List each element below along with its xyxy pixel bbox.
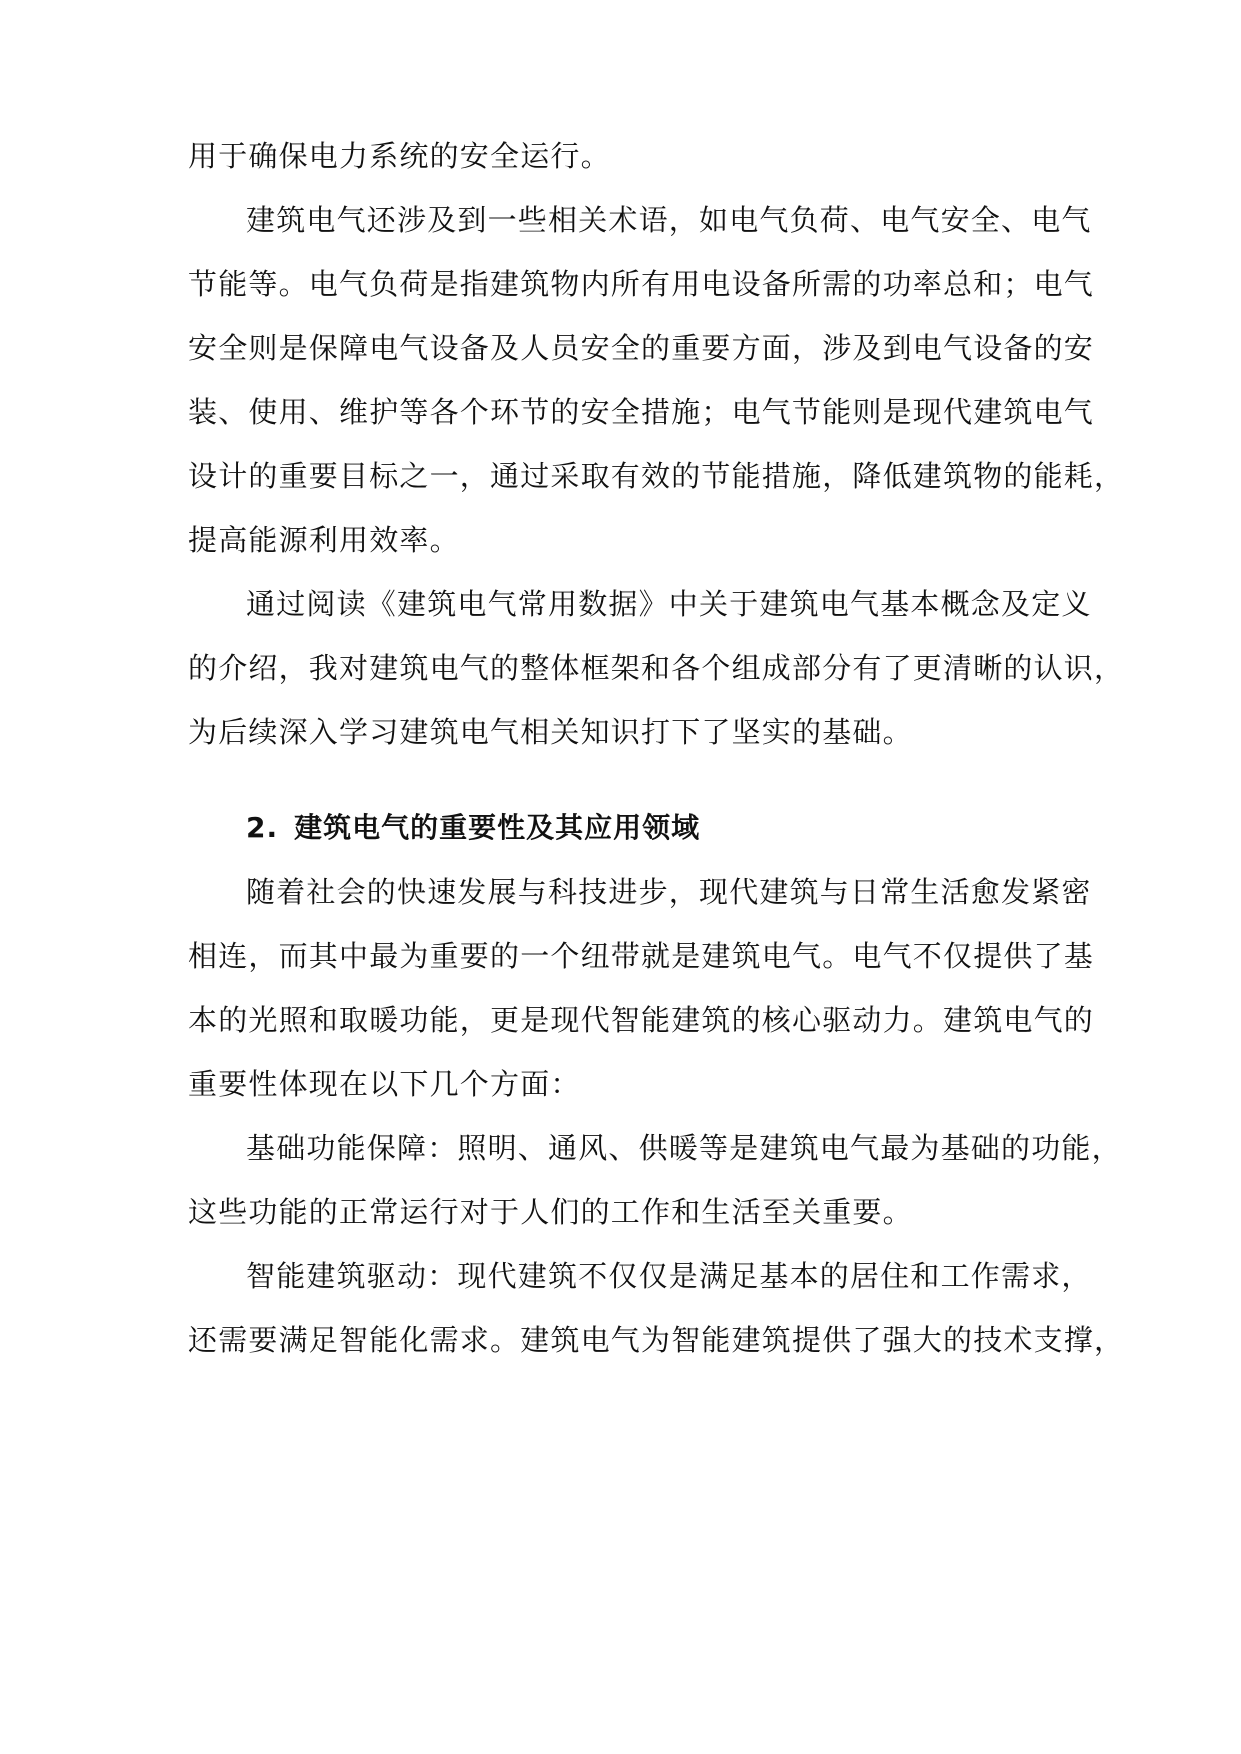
paragraph-line: 这些功能的正常运行对于人们的工作和生活至关重要。 [188,1195,913,1229]
paragraph-line: 装、使用、维护等各个环节的安全措施；电气节能则是现代建筑电气 [188,395,1095,429]
paragraph-line: 的介绍，我对建筑电气的整体框架和各个组成部分有了更清晰的认识， [188,651,1125,685]
section-title: 建筑电气的重要性及其应用领域 [294,811,701,844]
paragraph-line: 重要性体现在以下几个方面： [188,1067,581,1101]
paragraph-line: 随着社会的快速发展与科技进步，现代建筑与日常生活愈发紧密 [246,875,1092,909]
section-heading [246,808,700,848]
paragraph-line: 安全则是保障电气设备及人员安全的重要方面，涉及到电气设备的安 [188,331,1095,365]
paragraph-line: 本的光照和取暖功能，更是现代智能建筑的核心驱动力。建筑电气的 [188,1003,1095,1037]
paragraph-line: 提高能源利用效率。 [188,523,460,557]
paragraph-line: 节能等。电气负荷是指建筑物内所有用电设备所需的功率总和；电气 [188,267,1095,301]
paragraph-line: 为后续深入学习建筑电气相关知识打下了坚实的基础。 [188,715,913,749]
paragraph-line: 通过阅读《建筑电气常用数据》中关于建筑电气基本概念及定义 [246,587,1092,621]
paragraph-line: 建筑电气还涉及到一些相关术语，如电气负荷、电气安全、电气 [246,203,1092,237]
paragraph-line: 基础功能保障：照明、通风、供暖等是建筑电气最为基础的功能， [246,1131,1122,1165]
paragraph-line: 相连，而其中最为重要的一个纽带就是建筑电气。电气不仅提供了基 [188,939,1095,973]
paragraph-line: 智能建筑驱动：现代建筑不仅仅是满足基本的居住和工作需求， [246,1259,1092,1293]
section-number: 2. [246,811,279,844]
paragraph-line: 用于确保电力系统的安全运行。 [188,139,611,173]
paragraph-line: 设计的重要目标之一，通过采取有效的节能措施，降低建筑物的能耗， [188,459,1125,493]
paragraph-line: 还需要满足智能化需求。建筑电气为智能建筑提供了强大的技术支撑， [188,1323,1125,1357]
